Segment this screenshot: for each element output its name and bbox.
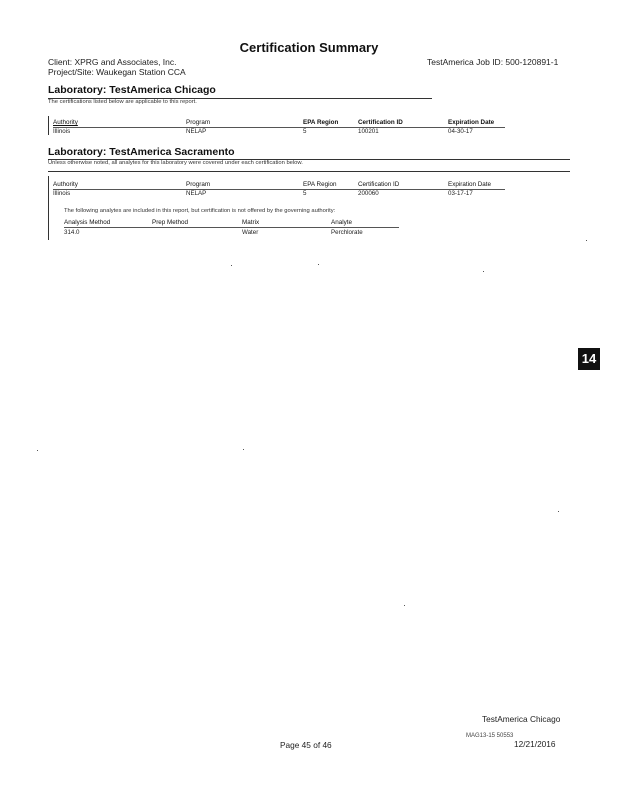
page-title: Certification Summary — [239, 40, 379, 55]
footer-page-number: Page 45 of 46 — [280, 740, 332, 750]
sub-col-prep-method: Prep Method — [152, 219, 189, 226]
table-cell-expiration-date: 04-30-17 — [448, 128, 473, 135]
table-left-bracket — [48, 176, 49, 240]
lab-chicago-note: The certifications listed below are applicable to this report. — [48, 99, 197, 105]
sub-table-header-rule — [64, 227, 399, 228]
footer-date: 12/21/2016 — [514, 739, 556, 749]
table-cell-certification-id: 200060 — [358, 190, 379, 197]
col-authority: Authority — [53, 181, 78, 188]
section-tab[interactable]: 14 — [578, 348, 600, 370]
job-id: TestAmerica Job ID: 500-120891-1 — [427, 57, 559, 67]
table-cell-program: NELAP — [186, 128, 207, 135]
table-cell-epa-region: 5 — [303, 190, 307, 197]
sub-col-analysis-method: Analysis Method — [64, 219, 111, 226]
footer-lab-name: TestAmerica Chicago — [482, 714, 561, 724]
project-site: Project/Site: Waukegan Station CCA — [48, 67, 186, 77]
table-cell-authority: Illinois — [53, 190, 71, 197]
lab-sacramento-title: Laboratory: TestAmerica Sacramento — [48, 146, 235, 158]
col-epa-region: EPA Region — [303, 119, 339, 126]
col-certification-id: Certification ID — [358, 119, 403, 126]
sub-col-analyte: Analyte — [331, 219, 353, 226]
table-cell-expiration-date: 03-17-17 — [448, 190, 473, 197]
col-expiration-date: Expiration Date — [448, 181, 492, 188]
sub-cell-analyte: Perchlorate — [331, 229, 363, 236]
sub-cell-analysis-method: 314.0 — [64, 229, 80, 236]
table-header-rule — [53, 127, 505, 128]
footer-doc-code: MAG13-15 50553 — [466, 733, 514, 739]
table-left-bracket — [48, 116, 49, 135]
col-authority: Authority — [53, 119, 78, 126]
sub-cell-matrix: Water — [242, 229, 259, 236]
col-epa-region: EPA Region — [303, 181, 337, 188]
col-program: Program — [186, 181, 211, 188]
lab-sacramento-note-rule — [48, 171, 570, 172]
table-cell-program: NELAP — [186, 190, 207, 197]
table-cell-authority: Illinois — [53, 128, 71, 135]
col-expiration-date: Expiration Date — [448, 119, 495, 126]
col-program: Program — [186, 119, 211, 126]
lab-sacramento-note: Unless otherwise noted, all analytes for this laboratory were covered under each certification below. — [48, 160, 303, 166]
table-header-rule — [53, 189, 505, 190]
sub-table-note: The following analytes are included in this report, but certification is not offered by the governing authority: — [64, 208, 336, 214]
table-cell-epa-region: 5 — [303, 128, 307, 135]
lab-chicago-title: Laboratory: TestAmerica Chicago — [48, 84, 216, 96]
sub-col-matrix: Matrix — [242, 219, 260, 226]
table-cell-certification-id: 100201 — [358, 128, 379, 135]
col-certification-id: Certification ID — [358, 181, 400, 188]
client-name: Client: XPRG and Associates, Inc. — [48, 57, 177, 67]
